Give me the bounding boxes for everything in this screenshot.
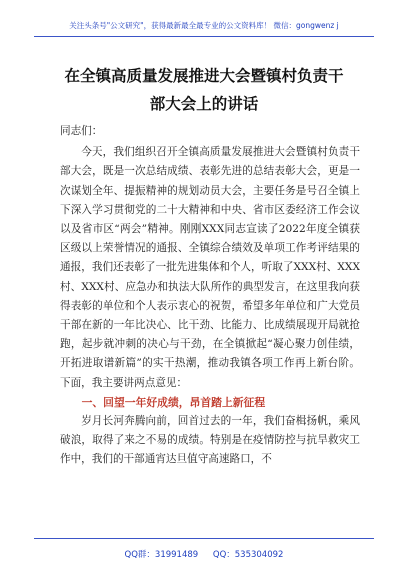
section-heading-1: 一、回望一年好成绩，昂首踏上新征程	[81, 395, 266, 409]
footer-qq: QQ：535304092	[212, 550, 284, 560]
footer	[34, 548, 374, 560]
document-body	[60, 122, 360, 470]
salutation: 同志们：	[60, 125, 103, 137]
document-title	[40, 62, 368, 118]
paragraph-2: 岁月长河奔腾向前，回首过去的一年，我们奋楫扬帆，乘风破浪，取得了来之不易的成绩。特别是在疫情防控与抗旱救灾工作中，我们的干部通宵达旦值守高速路口，不	[60, 415, 360, 466]
footer-qq-group: QQ群：31991489	[124, 550, 199, 560]
header-banner: 关注头条号"公文研究"，获得最新最全最专业的公文资料库！ 微信：gongwenz j	[69, 21, 339, 30]
footer-divider	[34, 538, 374, 539]
paragraph-1: 今天，我们组织召开全镇高质量发展推进大会暨镇村负责干部大会，既是一次总结成绩、表彰先进的总结表彰大会，更是一次谋划全年、提振精神的规划动员大会，主要任务是号召全镇上下深入学习贯彻党的二十大精神和中央、省市区委经济工作会议以及省市区“两会”精神。刚刚XXX同志宣读了2022年度全镇获区级以上荣誉情况的通报、全镇综合绩效及单项工作考评结果的通报，我们还表彰了一批先进集体和个人，听取了XXX村、XXX村、XXX村、应急办和执法大队所作的典型发言，在这里我向获得表彰的单位和个人表示衷心的祝贺，希望多年单位和广大党员干部在新的一年比决心、比干劲、比能力、比成绩展现开局就抢跑，起步就冲刺的决心与干劲，在全镇掀起“凝心聚力创佳绩，开拓进取谱新篇”的实干热潮，推动我镇各项工作再上新台阶。下面，我主要讲两点意见：	[60, 146, 360, 389]
title-line-1: 在全镇高质量发展推进大会暨镇村负责干	[64, 67, 344, 85]
header-divider	[34, 36, 374, 37]
title-line-2: 部大会上的讲话	[149, 95, 259, 113]
